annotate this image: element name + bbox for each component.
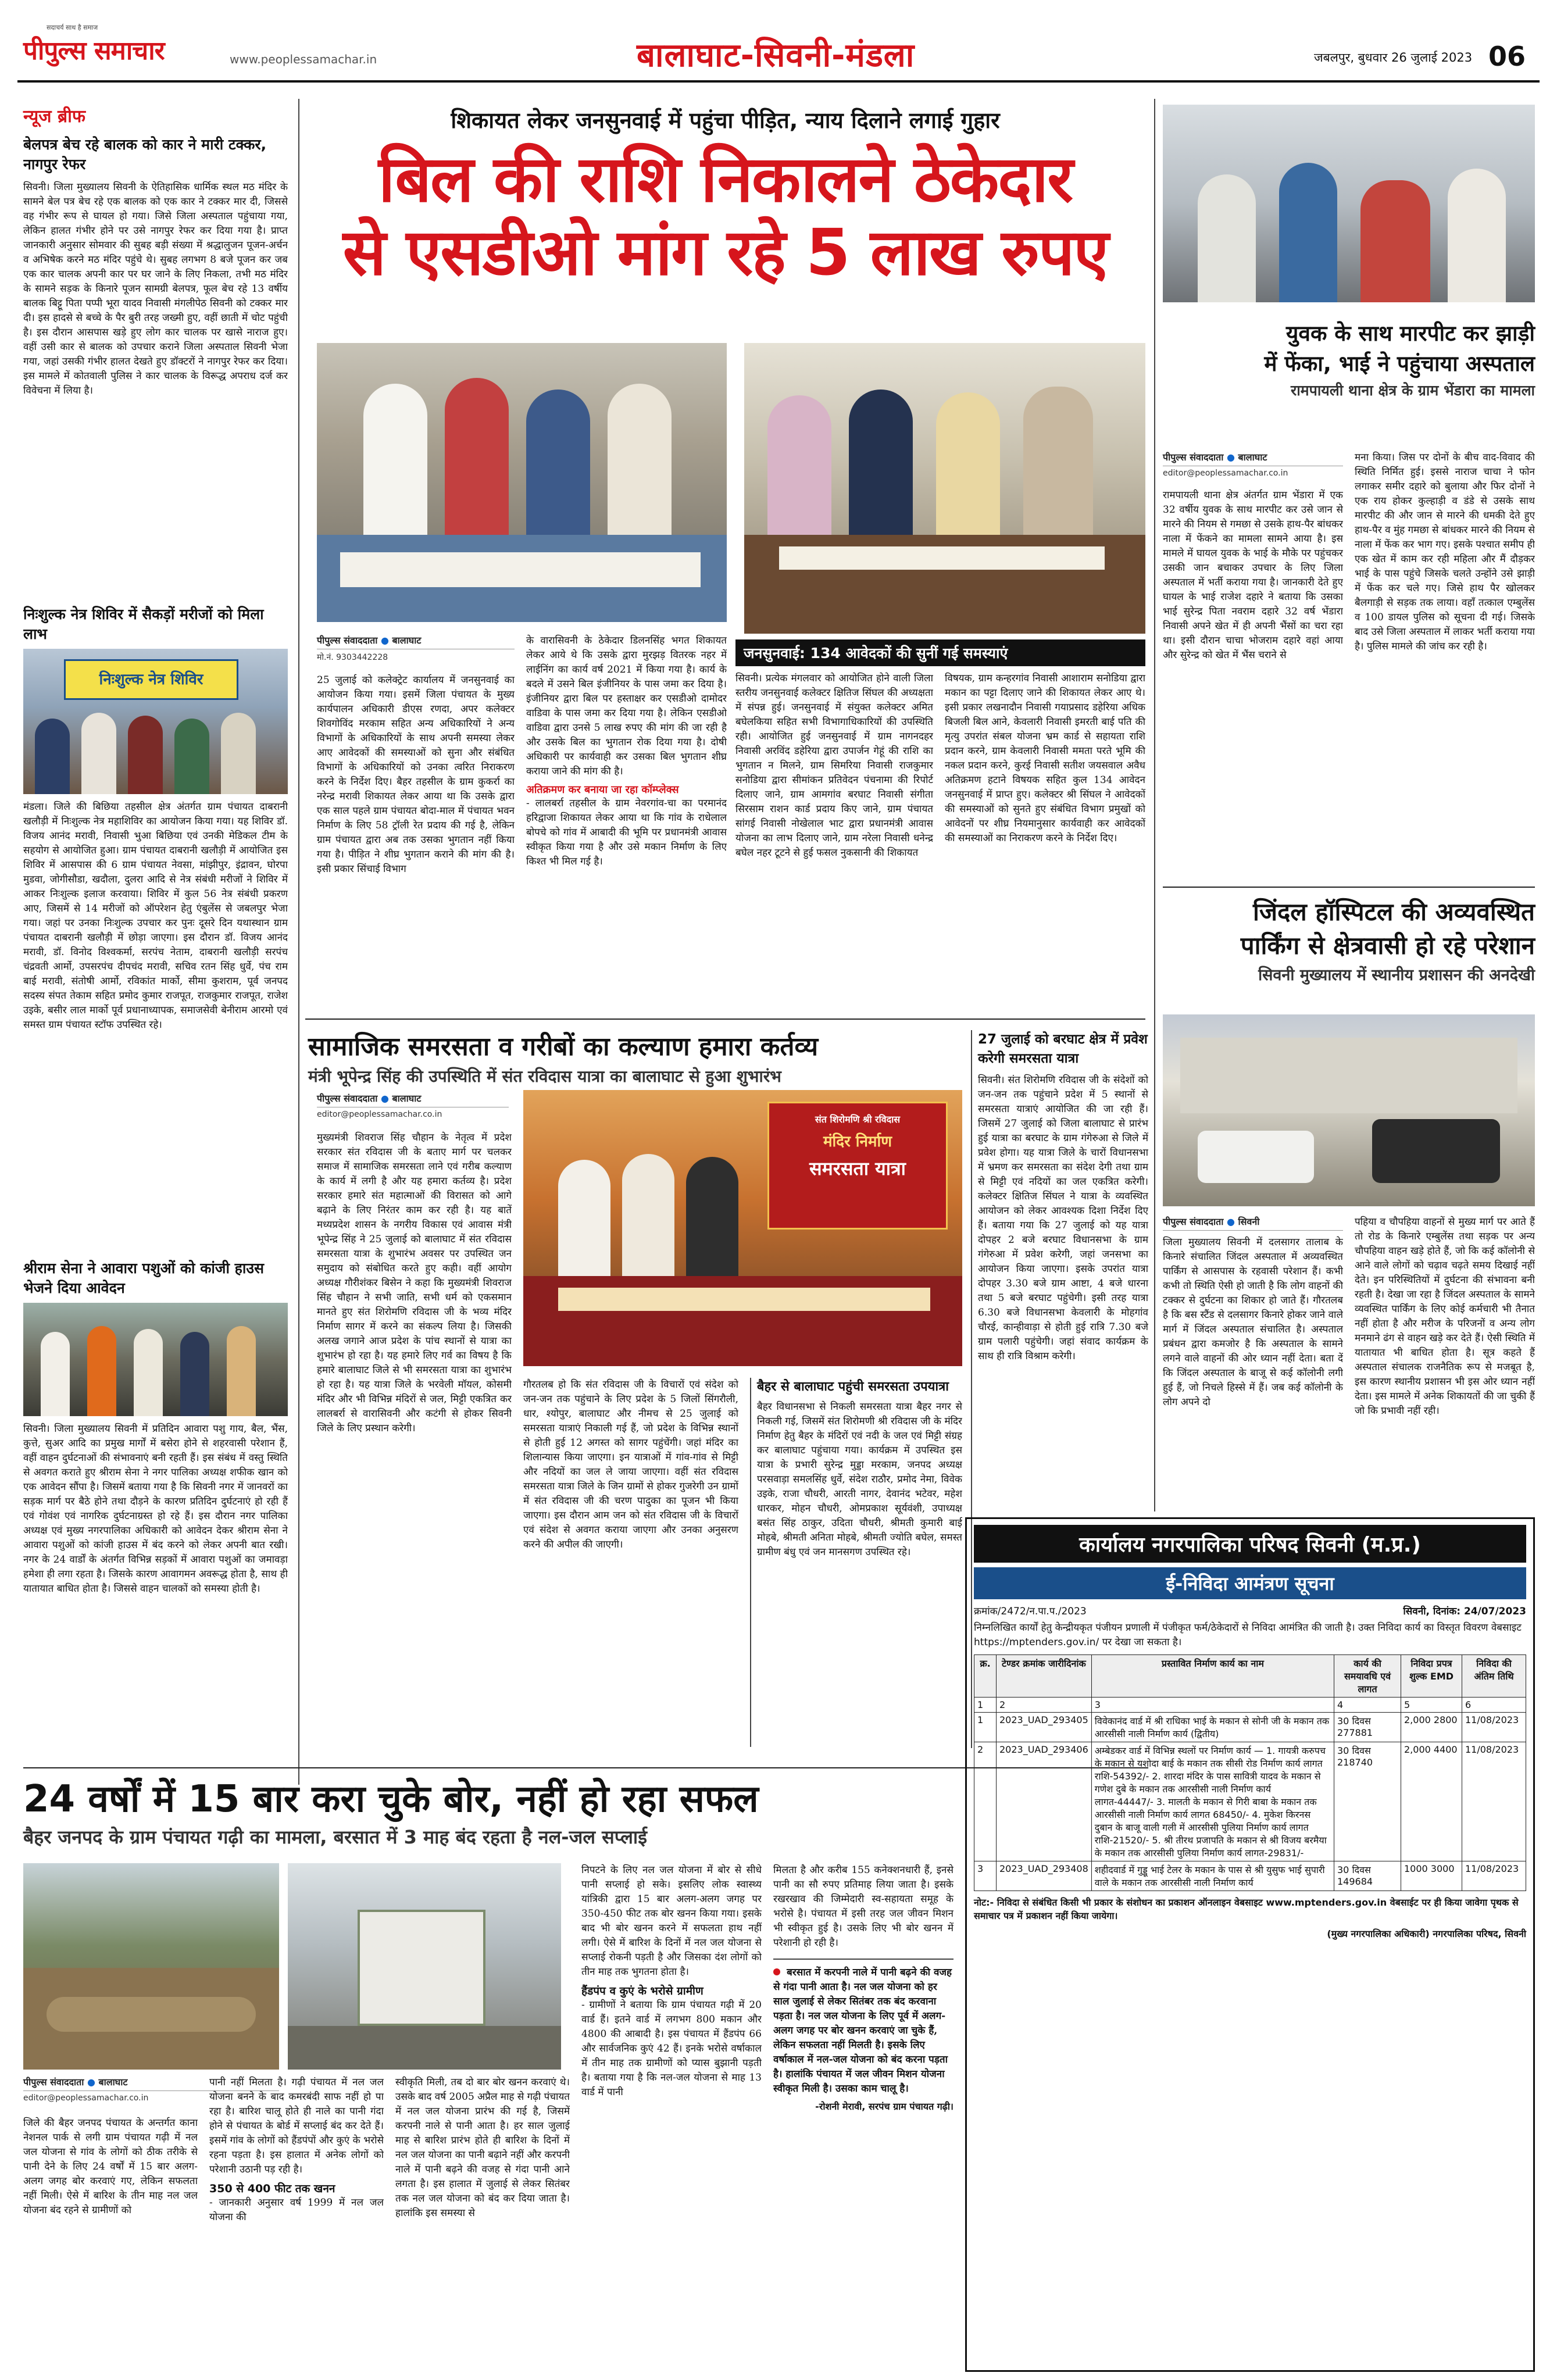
byline-place: बालाघाट (98, 2077, 128, 2088)
brief-item-body: सिवनी। जिला मुख्यालय सिवनी के ऐतिहासिक धार्मिक स्थल मठ मंदिर के सामने बेल पत्र बेच रहे एक बालक को एक कार ने टक्कर मार दी, जिससे वह गंभीर रूप से घायल हो गया। जिसे जिला अस्पताल पहुंचाया गया, लेकिन हालत गंभीर होने पर उसे नागपुर रेफर कर दिया गया है। प्राप्त जानकारी अनुसार सोमवार की सुबह बड़ी संख्या में श्रद्धालुजन पूजन-अर्चन व अभिषेक करने मठ मंदिर पहुंचे थे। सुबह लगभग 8 बजे पूजन कर जब एक कार चालक अपनी कार पर घर जाने के लिए निकला, तभी मठ मंदिर के सामने सड़क के किनारे पूजन सामग्री बेलपत्र, फूल बेच रहे 13 वर्षीय बालक बिट्टू पिता पप्पी भूरा यादव निवासी मंगलीपेठ सिवनी को टक्कर मार दी। इस हादसे से बच्चे के पैर बुरी तरह जख्मी हुए, वहीं छाती में चोट पहुंची है। इस दौरान आसपास खड़े हुए लोग कार चालक पर खासे नाराज हुए। वहीं उसी कार से बालक को उपचार कराने जिला अस्पताल सिवनी भेजा गया, जहां उसकी गंभीर हालत देखते हुए डॉक्टरों ने नागपुर रेफर कर दिया। इस मामले में कोतवाली पुलिस ने कार चालक के विरूद्ध अपराध दर्ज कर विवेचना में लिया है। (23, 181, 288, 396)
stage-banner: संत शिरोमणि श्री रविदास मंदिर निर्माण समरसता यात्रा (767, 1102, 948, 1230)
brief-item-3 (23, 1259, 288, 1793)
samrasta-subhead: मंत्री भूपेन्द्र सिंह की उपस्थिति में संत रविदास यात्रा का बालाघाट से हुआ शुभारंभ (308, 1067, 781, 1086)
samrasta-headline: सामाजिक समरसता व गरीबों का कल्याण हमारा कर्तव्य मंत्री भूपेन्द्र सिंह की उपस्थिति में संत रविदास यात्रा का बालाघाट से हुआ शुभारंभ (308, 1030, 962, 1089)
samrasta-col-1: मुख्यमंत्री शिवराज सिंह चौहान के नेतृत्व में प्रदेश सरकार संत रविदास जी के बताए मार्ग पर चलकर समाज में सामाजिक समरसता लाने एवं गरीब कल्याण के कार्य में लगी है और यह हमारा कर्तव्य है। प्रदेश सरकार हमारे संत महात्माओं की विरासत को आगे बढ़ाने के लिए निरंतर काम कर रही है। यह बातें मध्यप्रदेश शासन के नगरीय विकास एवं आवास मंत्री भूपेन्द्र सिंह ने 25 जुलाई को बालाघाट में संत रविदास समरसता यात्रा के शुभारंभ अवसर पर उपस्थित जन समुदाय को संबोधित करते हुए कही। वहीं आयोग अध्यक्ष गौरीशंकर बिसेन ने कहा कि मुख्यमंत्री शिवराज सिंह चौहान ने सभी जाति, सभी धर्म को एकसमान मानते हुए संत शिरोमणि रविदास जी के भव्य मंदिर निर्माण सागर में करने का संकल्प लिया है। जिसकी अलख जगाने आज प्रदेश के पांच स्थानों से यात्रा का शुभारंभ हो रहा है। यह हमारे लिए गर्व का विषय है कि हमारे बालाघाट जिले से भी समरसता यात्रा का शुभारंभ हो रहा है। यह यात्रा जिले के भरवेली मॉयल, कोसमी मंदिर और भी विभिन्न मंदिरों से जल, मिट्टी एकत्रित कर लालबर्रा से वारासिवनी और कटंगी से होकर सिवनी जिले के लिए प्रस्थान करेगी। (317, 1132, 512, 1434)
jansunwai-col-1: सिवनी। प्रत्येक मंगलवार को आयोजित होने वाली जिला स्तरीय जनसुनवाई कलेक्टर क्षितिज सिंघल की अध्यक्षता में संपन्न हुई। जनसुनवाई में संयुक्त कलेक्टर अमित बघेलकिया सहित सभी विभागाधिकारियों की उपस्थिति रही। आयोजित हुई जनसुनवाई में ग्राम नागनदहर निवासी अरविंद डहेरिया द्वारा उपार्जन गेहूं की राशि का भुगतान न मिलने, ग्राम सिमरिया निवासी राजकुमार सनोडिया द्वारा सीमांकन प्रतिवेदन पंचनामा की रिपोर्ट दिलाए जाने, ग्राम आमगांव बरघाट निवासी संगीता सिरसाम राशन कार्ड प्रदाय किए जाने, ग्राम पंचायत सांगई निवासी नोखेलाल भाट द्वारा प्रधानमंत्री आवास योजना का लाभ दिलाए जाने, ग्राम नरेला निवासी धनेन्द्र बघेल नहर टूटने से हुई फसल नुकसानी की शिकायत (735, 673, 933, 859)
tender-office: कार्यालय नगरपालिका परिषद सिवनी (म.प्र.) (974, 1525, 1526, 1563)
byline-place: बालाघाट (392, 635, 422, 646)
samrasta-col-2: गौरतलब हो कि संत रविदास जी के विचारों एवं संदेश को जन-जन तक पहुंचाने के लिए प्रदेश के 5 जिलों सिंगरौली, धार, श्योपुर, बालाघाट और नीमच से 25 जुलाई को समरसता यात्राएं निकाली गई हैं, जो प्रदेश के विभिन्न स्थानों से होती हुई 12 अगस्त को सागर पहुंचेंगी। जहां मंदिर का शिलान्यास किया जाएगा। इन यात्राओं में गांव-गांव से मिट्टी और नदियों का जल ले जाया जाएगा। वहीं संत रविदास समरसता यात्रा जिले के जिन ग्रामों से होकर गुजरेगी उन ग्रामों में संत रविदास जी की चरण पादुका का पूजन भी किया जाएगा। इस दौरान आम जन को संत रविदास जी के विचारों एवं संदेश से अवगत कराया जाएगा और उनका अनुसरण करने की अपील की जाएगी। (523, 1379, 738, 1550)
logo-tagline: सदाचर्य साथ है समाज (47, 24, 98, 31)
byline-place: बालाघाट (1238, 452, 1267, 463)
samrasta-box: बैहर से बालाघाट पहुंची समरसता उपयात्रा बैहर विधानसभा से निकली समरसता यात्रा बैहर नगर से निकली गई, जिसमें संत शिरोमणी श्री रविदास जी के मंदिर निर्माण हेतु बैहर के मंदिरों एवं नदी के जल एवं मिट्टी संग्रह कर बालाघाट पहुंचाया गया। कार्यक्रम में उपस्थित इस यात्रा के प्रभारी सुरेन्द्र मुड्डा मरकाम, जनपद अध्यक्ष परसवाड़ा समलसिंह धुर्वे, संदेश राठौर, प्रमोद नेमा, विवेक उइके, राजा चौधरी, आरती नागर, देवानंद भटेवर, महेश धारकर, मोहन चौधरी, ओमप्रकाश सूर्यवंशी, उपाध्यक्ष बसंत सिंह ठाकुर, उदिता चौधरी, श्रीमती कुमारी बाई मोहबे, श्रीमती अनिता मोहबे, श्रीमती ज्योति बघेल, समस्त ग्रामीण बंधु एवं जन मानसगण उपस्थित रहे। (750, 1378, 962, 1747)
byline-place: सिवनी (1238, 1216, 1260, 1227)
brief-item-headline: बेलपत्र बेच रहे बालक को कार ने मारी टक्कर, नागपुर रेफर (23, 136, 267, 173)
eye-camp-photo (23, 649, 288, 794)
sarpanch-quote (773, 1959, 954, 2113)
bore-col-5: मिलता है और करीब 155 कनेक्शनधारी हैं, इनसे पानी का सौ रुपए प्रतिमाह लिया जाता है। इसके रखरखाव की जिम्मेदारी स्व-सहायता समूह के भरोसे है। पंचायत में इसी तरह जल जीवन मिशन भी स्वीकृत हुई है। उसके लिए भी बोर खनन में परेशानी हो रही है। बरसात में करपनी नाले में पानी बढ़ने की वजह से गंदा पानी आता है। नल जल योजना को हर साल जुलाई से लेकर सितंबर तक बंद करवाना पड़ता है। नल जल योजना के लिए पूर्व में अलग-अलग जगह पर बोर खनन करवाएं जा चुके हैं, लेकिन सफलता नहीं मिलती है। इसके लिए वर्षाकाल में नल-जल योजना को बंद करना पड़ता है। हालांकि पंचायत में जल जीवन मिशन योजना स्वीकृत मिली है। उसका काम चालू है। -रोशनी मेरावी, सरपंच ग्राम पंचायत गढ़ी। (773, 1864, 954, 2112)
tender-intro: निम्नलिखित कार्यों हेतु केन्द्रीयकृत पंजीयन प्रणाली में पंजीकृत फर्म/ठेकेदारों से निविदा आमंत्रित की जाती है। उक्त निविदा कार्य का विस्तृत विवरण वेबसाइट https://mptenders.gov.in/ पर देखा जा सकता है। (974, 1622, 1522, 1648)
right-top-headline (1163, 319, 1535, 402)
byline-mobile: मो.नं. 9303442228 (317, 653, 388, 662)
page-number: 06 (1488, 41, 1526, 72)
bore-col-4: निपटने के लिए नल जल योजना में बोर से सीधे पानी सप्लाई हो सके। इसलिए लोक स्वास्थ्य यांत्रिकी द्वारा 15 बार अलग-अलग जगह पर 350-450 फीट तक बोर खनन किया गया। इसके बाद भी बोर खनन करने में सफलता हाथ नहीं लगी। ऐसे में बारिश के दिनों में नल जल योजना से सप्लाई रोकनी पड़ती है और जिसका दंश लोगों को तीन माह तक भुगतना होता है। हैंडपंप व कुएं के भरोसे ग्रामीण - ग्रामीणों ने बताया कि ग्राम पंचायत गढ़ी में 20 वार्ड हैं। इतने वार्ड में लगभग 800 मकान और 4800 की आबादी है। इस पंचायत में हैंडपंप 66 और सार्वजनिक कुएं 42 हैं। इनके भरोसे वर्षाकाल में तीन माह तक ग्रामीणों को प्यास बुझानी पड़ती है। बताया गया है कि नल-जल योजना से माह 13 वार्ड में पानी (581, 1864, 762, 2098)
jindal-headline-line-1: जिंदल हॉस्पिटल की अव्यवस्थित (1252, 898, 1535, 926)
eye-camp-banner: निःशुल्क नेत्र शिविर (64, 659, 238, 700)
lead-headline-line-2: से एसडीओ मांग रहे 5 लाख रुपए (342, 215, 1108, 290)
byline-name: पीपुल्स संवाददाता (23, 2077, 84, 2088)
tender-note: नोट:- निविदा से संबंधित किसी भी प्रकार के संशोधन का प्रकाशन ऑनलाइन वेबसाइट www.mptenders.gov.in वेबसाईट पर ही किया जावेगा पृथक से समाचार पत्र में प्रकाशन नहीं किया जायेगा। (974, 1897, 1519, 1921)
jindal-headline-line-2: पार्किंग से क्षेत्रवासी हो रहे परेशान (1240, 931, 1535, 960)
byline-email: editor@peoplessamachar.co.in (317, 1110, 442, 1119)
column-rule (298, 99, 299, 1785)
byline-place: बालाघाट (392, 1093, 422, 1104)
lead-col-1: 25 जुलाई को कलेक्ट्रेट कार्यालय में जनसुनवाई का आयोजन किया गया। इसमें जिला पंचायत के मुख्य कार्यपालन अधिकारी डीएस रणदा, अपर कलेक्टर शिवगोविंद मरकाम सहित अन्य अधिकारियों ने अन्य विभागों के अधिकारियों के साथ अपनी समस्या लेकर आए आवेदकों की समस्याओं को सुना और संबंधित विभागों के अधिकारियों को उनका त्वरित निराकरण करने के निर्देश दिए। बैहर तहसील के ग्राम कुकर्रा का नरेन्द्र मरावी शिकायत लेकर आया था कि उसके द्वारा एक साल पहले ग्राम पंचायत बोदा-माल में पंचायत भवन निर्माण के लिए 58 ट्रॉली रेत प्रदाय की गई है, लेकिन ग्राम पंचायत द्वारा अब तक उसका भुगतान नहीं किया गया है। पीड़ित ने शीघ्र भुगतान कराने की मांग की है। इसी प्रकार सिंचाई विभाग (317, 674, 515, 875)
tender-ref: क्रमांक/2472/न.पा.प./2023 (974, 1606, 1087, 1617)
right-top-col-1: रामपायली थाना क्षेत्र अंतर्गत ग्राम भेंडारा में एक 32 वर्षीय युवक के साथ मारपीट कर उसे जान से मारने की नियम से गमछा से उसके हाथ-पैर बांधकर नाला में फेंकने का मामला सामने आया है। इस मामले में घायल युवक के भाई के मौके पर पहुंचकर उसकी जान बचाकर उपचार के लिए जिला अस्पताल में भर्ती कराया गया है। जानकारी देते हुए घायल के भाई राजेश दहारे ने बताया कि उसका भाई सुरेन्द्र पिता नवराम दहारे 32 वर्ष भेंडारा निवासी अपने खेत में ही अपनी भैंसों का चरा रहा था। इसी दौरान चाचा भोजराम दहारे वहां आया और सुरेन्द्र को खेत में भैंस चराने से (1163, 489, 1343, 661)
tender-title: ई-निविदा आमंत्रण सूचना (974, 1567, 1526, 1599)
lead-subhead: अतिक्रमण कर बनाया जा रहा कॉम्प्लेक्स (526, 784, 679, 796)
quote-attribution: -रोशनी मेरावी, सरपंच ग्राम पंचायत गढ़ी। (815, 2101, 954, 2112)
tender-index-row: 1 2 3 4 5 6 (974, 1698, 1526, 1713)
byline-email: editor@peoplessamachar.co.in (1163, 469, 1288, 478)
right-top-col-2: मना किया। जिस पर दोनों के बीच वाद-विवाद की स्थिति निर्मित हुई। इससे नाराज चाचा ने फोन लगाकर समीर दहारे को बुलाया और फिर दोनों ने एक राय होकर कुल्हाड़ी व डंडे से उसके साथ मारपीट की और जान से मारने की धमकी देते हुए हाथ-पैर व मुंह गमछा से बांधकर मारने की नियम से नाला में फेंक कर भाग गए। इसके पश्चात समीप ही एक खेत में काम कर रही महिला और मैं दौड़कर भाई के पास पहुंचे जिसके चलते उन्होंने उसे झाड़ी में फेंक कर चले गए। जिसे हाथ पैर खोलकर बैलगाड़ी से सड़क तक लाया। वहाँ तत्काल एम्बुलेंस व 100 डायल पुलिस को सूचना दी गई। जिसके बाद उसे जिला अस्पताल में लाकर भर्ती कराया गया है। पुलिस मामले की जांच कर रही है। (1355, 452, 1535, 652)
table-row: 1 2023_UAD_293405 विवेकानंद वार्ड में श्री राधिका भाई के मकान से सोनी जी के मकान तक आरसीसी नाली निर्माण कार्य (द्वितीय) 30 दिवस 277881 2,000 2800 11/08/2023 (974, 1713, 1526, 1742)
column-rule (1154, 99, 1155, 1511)
masthead-website[interactable]: www.peoplessamachar.in (230, 52, 377, 66)
bore-col-1: जिले की बैहर जनपद पंचायत के अन्तर्गत काना नेशनल पार्क से लगी ग्राम पंचायत गढ़ी में नल जल योजना से गांव के लोगों को ठीक तरीके से पानी देने के लिए 24 वर्षों में 15 बार अलग-अलग जगह बोर करवाएं गए, लेकिन सफलता नहीं मिली। ऐसे में बारिश के तीन माह नल जल योजना बंद रहने से ग्रामीणों को (23, 2117, 198, 2216)
byline-name: पीपुल्स संवाददाता (1163, 452, 1224, 463)
samrasta-byline: पीपुल्स संवाददाता ● बालाघाट editor@peoplessamachar.co.in (317, 1092, 509, 1123)
issue-date: जबलपुर, बुधवार 26 जुलाई 2023 (1314, 51, 1473, 65)
bore-col-3: स्वीकृति मिली, तब दो बार बोर खनन करवाएं थे। उसके बाद वर्ष 2005 अप्रैल माह से गढ़ी पंचायत में नल जल योजना प्रारंभ की गई है, जिसमें करपनी नाले से पानी आता है। हर साल जुलाई माह से बारिश प्रारंभ होते ही बारिश के दिनों में नल जल योजना का पानी बढ़ाने नहीं और करपनी नाले में पानी बढ़ने की वजह से गंदा पानी आने लगता है। इस हालात में जुलाई से लेकर सितंबर तक नल जल योजना को बंद कर दिया जाता है। हालांकि इस समस्या से (395, 2077, 570, 2219)
tender-date: सिवनी, दिनांक: 24/07/2023 (1403, 1606, 1526, 1617)
lead-kicker: शिकायत लेकर जनसुनवाई में पहुंचा पीड़ित, न्याय दिलाने लगाई गुहार (451, 108, 1000, 133)
jansunwai-label: जनसुनवाई: 134 आवेदकों की सुनीं गई समस्याएं (735, 639, 1145, 666)
jansunwai-col-2: विषयक, ग्राम कन्हरगांव निवासी आशाराम सनोडिया द्वारा मकान का पट्टा दिलाए जाने की शिकायत लेकर आए थे। इसी प्रकार लखनादौन निवासी गयाप्रसाद डहेरिया अधिक बिजली बिल आने, केवलारी निवासी इमरती बाई पति की मृत्यु उपरांत संबल योजना भ्रम कार्ड से सहायता राशि प्रदान करने, ग्राम केवलारी निवासी ममता परते भूमि की नकल प्रदान करने, कुरई निवासी सतीश जयसवाल अवैध अतिक्रमण हटाने विषयक सहित कुल 134 आवेदन जनसुनवाई में प्राप्त हुए। कलेक्टर श्री सिंघल ने आवेदकों की समस्याओं को सुनते हुए संबंधित विभाग प्रमुखों को आवेदनों पर शीघ्र नियमानुसार कार्यवाही कर आवेदकों की समस्याओं का निराकरण करने के निर्देश दिए। (945, 673, 1145, 844)
masthead (0, 0, 1557, 81)
masthead-rule (17, 80, 1540, 83)
lead-headline-line-1: बिल की राशि निकालने ठेकेदार (378, 142, 1073, 216)
jindal-headline (1163, 895, 1535, 988)
tender-signature: (मुख्य नगरपालिका अधिकारी) नगरपालिका परिषद, सिवनी (1327, 1928, 1526, 1939)
jindal-col-1: जिला मुख्यालय सिवनी में दलसागर तालाब के किनारे संचालित जिंदल अस्पताल में अव्यवस्थित पार्किंग से आसपास के रहवासी परेशान हैं। कभी कभी तो स्थिति ऐसी हो जाती है कि लोग वाहनों की टक्कर से दुर्घटना का शिकार हो जाते हैं। गौरतलब है कि बस स्टैंड से दलसागर किनारे होकर जाने वाले मार्ग में जिंदल अस्पताल संचालित है। अस्पताल प्रबंधन द्वारा कमजोर है कि अस्पताल के सामने लगने वाले वाहनों की ओर ध्यान नहीं देता। बता दें कि जिंदल अस्पताल के बाजू से कई कॉलोनी लगी हुई हैं, जो निचले हिस्से में हैं। जब कई कॉलोनी के लोग अपने दो (1163, 1237, 1343, 1408)
logo-text: पीपुल्स समाचार (23, 36, 165, 66)
table-row: 3 2023_UAD_293408 शहीदवार्ड में गुड्डू भाई टेलर के मकान के पास से श्री युसुफ भाई सुपारी वाले के मकान तक आरसीसी नाली निर्माण कार्य 30 दिवस 149684 1000 3000 11/08/2023 (974, 1861, 1526, 1891)
right-top-headline-line-2: में फेंका, भाई ने पहुंचाया अस्पताल (1264, 351, 1535, 376)
bore-photo-1 (23, 1863, 279, 2070)
brief-item-2 (23, 605, 288, 1279)
bore-byline: पीपुल्स संवाददाता ● बालाघाट editor@peoplessamachar.co.in (23, 2075, 279, 2106)
byline-name: पीपुल्स संवाददाता (317, 635, 378, 646)
tender-notice (965, 1517, 1535, 2372)
lead-byline: पीपुल्स संवाददाता ● बालाघाट मो.नं. 9303442228 (317, 634, 515, 666)
samrasta-stage-photo (523, 1090, 962, 1366)
bore-col-2: पानी नहीं मिलता है। गढ़ी पंचायत में नल जल योजना बनने के बाद कमरबंदी साफ नहीं हो पा रहा है। बारिश चालू होते ही नाले का पानी गंदा होने से पंचायत के बोर्ड में सप्लाई बंद कर देते हैं। इसमें गांव के लोगों को हैंडपंपों और कुएं के भरोसे रहना पड़ता है। इस हालात में अनेक लोगों को परेशानी उठानी पड़ रही है। 350 से 400 फीट तक खनन - जानकारी अनुसार वर्ष 1999 में नल जल योजना की (209, 2077, 384, 2223)
jindal-subhead: सिवनी मुख्यालय में स्थानीय प्रशासन की अनदेखी (1258, 966, 1535, 984)
news-brief-label: न्यूज ब्रीफ (23, 106, 85, 127)
brief-item-headline: निःशुल्क नेत्र शिविर में सैकड़ों मरीजों को मिला लाभ (23, 606, 264, 642)
yatra-headline: 27 जुलाई को बरघाट क्षेत्र में प्रवेश करेगी समरसता यात्रा (978, 1032, 1148, 1066)
masthead-logo (23, 23, 250, 76)
shriram-sena-photo (23, 1303, 288, 1416)
right-top-headline-line-1: युवक के साथ मारपीट कर झाड़ी (1285, 321, 1535, 346)
edition-title: बालाघाट-सिवनी-मंडला (637, 37, 915, 74)
hospital-photo (1163, 105, 1535, 302)
brief-item-body: सिवनी। जिला मुख्यालय सिवनी में प्रतिदिन आवारा पशु गाय, बैल, भैंस, कुत्ते, सुअर आदि का प्रमुख मार्गों में बसेरा होने से शहरवासी परेशान हैं, वहीं वाहन दुर्घटनाओं की संभावनाएं बनी रहती हैं। इस संबंध में वस्तु स्थिति से अवगत कराते हुए श्रीराम सेना ने नगर पालिका अध्यक्ष शफीक खान को एक आवेदन सौंपा है। जिसमें बताया गया है कि सिवनी नगर में जानवरों का सड़क मार्ग पर बैठे होने तथा दौड़ने के कारण प्रतिदिन दुर्घटनाएं हो रही हैं एवं गोवंश एवं नागरिक दुर्घटनाग्रस्त हो रहे हैं। इस दौरान नगर पालिका अध्यक्ष एवं मुख्य नगरपालिका अधिकारी को आवेदन देकर श्रीराम सेना ने आवारा पशुओं को कांजी हाउस में बंद करने को लेकर अपनी बात रखी। नगर के 24 वार्डों के अंतर्गत विभिन्न सड़कों में आवारा पशुओं का जमावड़ा हमेशा ही लगा रहता है। जिसके कारण आवागमन अवरूद्ध होता है, साथ ही यातायात बाधित होता है। जिससे वाहन चालकों को समस्या होती है। (23, 1423, 288, 1595)
section-rule (305, 1019, 1145, 1020)
byline-email: editor@peoplessamachar.co.in (23, 2093, 149, 2103)
quote-bullet-icon (773, 1968, 780, 1975)
right-top-byline: पीपुल्स संवाददाता ● बालाघाट editor@peoplessamachar.co.in (1163, 451, 1343, 481)
byline-name: पीपुल्स संवाददाता (317, 1093, 378, 1104)
lead-col-2: के वारासिवनी के ठेकेदार डिलनसिंह भगत शिकायत लेकर आये थे कि उसके द्वारा मुरझड़ वितरक नहर में लाईनिंग का कार्य वर्ष 2021 में किया गया है। कार्य के बदले में उसने बिल इंजीनियर के पास जमा कर दिया है। इंजीनियर द्वारा बिल पर हस्ताक्षर कर एसडीओ दामोदर वाडिवा के पास जमा कर दिया गया है। लेकिन एसडीओ वाडिवा द्वारा उनसे 5 लाख रुपए की मांग की जा रही है और उसके बिल का भुगतान रोक दिया गया है। दोषी अधिकारी पर कार्यवाही कर उसका बिल भुगतान शीघ्र कराया जाने की मांग की है। अतिक्रमण कर बनाया जा रहा कॉम्प्लेक्स - लालबर्रा तहसील के ग्राम नेवरगांव-चा का परमानंद हरिद्वाजा शिकायत लेकर आया था कि गांव के राधेलाल बोपचे को गांव में आबादी की भूमि पर प्रधानमंत्री आवास स्वीकृत किया गया है और उसे मकान निर्माण के लिए किश्त भी मिल गई है। (526, 635, 727, 867)
right-top-subhead: रामपायली थाना क्षेत्र के ग्राम भेंडारा का मामला (1290, 382, 1535, 399)
jindal-byline: पीपुल्स संवाददाता ● सिवनी (1163, 1215, 1343, 1233)
jindal-col-2: पहिया व चौपहिया वाहनों से मुख्य मार्ग पर आते हैं तो रोड के किनारे एम्बुलेंस तथा सड़क पर अन्य चौपहिया वाहन खड़े होते हैं, जो कि कई कॉलोनी से आने वाले लोगों को चढ़ाव चढ़ते समय दिखाई नहीं देते। इन परिस्थितियों में दुर्घटना की संभावना बनी रहती है। देखा जा रहा है जिंदल अस्पताल के सामने व्यवस्थित पार्किंग के लिए कोई कर्मचारी भी तैनात नहीं होता है और मरीज के परिजनों व अन्य लोग मनमाने ढंग से वाहन खड़े कर देते हैं। ऐसी स्थिति में यातायात भी बाधित होता है। सूत्र कहते हैं अस्पताल संचालक राजनैतिक रूप से मजबूत है, इस कारण स्थानीय प्रशासन भी इस ओर ध्यान नहीं देता। इस मामले में अनेक शिकायतों की जा चुकी हैं जो कि प्रभावी नहीं रही। (1355, 1216, 1535, 1417)
lead-photo-complaint (317, 343, 727, 622)
table-row: 2 2023_UAD_293406 अम्बेडकर वार्ड में विभिन्न स्थलों पर निर्माण कार्य — 1. गायत्री करुपच के मकान से यशोदा बाई के मकान तक सीसी रोड निर्माण कार्य लागत राशि-54392/- 2. शारदा मंदिर के पास सावित्री यादव के मकान से गणेश दुबे के मकान तक आरसीसी नाली निर्माण कार्य लागत-44447/- 3. मालती के मकान से गिरी बाबा के मकान तक आरसीसी नाली निर्माण कार्य लागत 68450/- 4. मुकेश किरनस दुबान के बाजू वाली गली में आरसीसी पुलिया निर्माण कार्य लागत राशि-21520/- 5. श्री तीरथ प्रजापति के मकान से श्री विजय बरमैया के मकान तक आरसीसी पुलिया निर्माण कार्य लागत-29831/- 30 दिवस 218740 2,000 4400 11/08/2023 (974, 1742, 1526, 1861)
yatra-story: 27 जुलाई को बरघाट क्षेत्र में प्रवेश करेगी समरसता यात्रा सिवनी। संत शिरोमणि रविदास जी के संदेशों को जन-जन तक पहुंचाने प्रदेश में 5 स्थानों से समरसता यात्राएं आयोजित की जा रही हैं। जिसमें 27 जुलाई को जिला बालाघाट से प्रारंभ हुई यात्रा का बरघाट के ग्राम गंगेरुआ से जिले में प्रवेश होगा। यह यात्रा जिले के चारों विधानसभा में भ्रमण कर समरसता का संदेश देगी तथा ग्राम से मिट्टी एवं नदियों का जल एकत्रित करेगी। कलेक्टर क्षितिज सिंघल ने यात्रा के व्यवस्थित आयोजन को लेकर आवश्यक दिशा निर्देश दिए हैं। बताया गया कि 27 जुलाई को यह यात्रा दोपहर 2 बजे बरघाट विधानसभा के ग्राम गंगेरुआ में प्रवेश करेगी, जहां जनसभा का आयोजन किया जाएगा। इसके उपरांत यात्रा दोपहर 3.30 बजे ग्राम आष्टा, 4 बजे धारना तथा 5 बजे बरघाट पहुंचेगी। इसी तरह यात्रा 6.30 बजे विधानसभा केवलारी के मोहगांव चौरई, कान्हीवाड़ा से होती हुई रात्रि 7.30 बजे ग्राम पलारी पहुंचेगी। जहां संवाद कार्यक्रम के साथ ही रात्रि विश्राम करेगी। (971, 1030, 1148, 1748)
quote-text: बरसात में करपनी नाले में पानी बढ़ने की वजह से गंदा पानी आता है। नल जल योजना को हर साल जुलाई से लेकर सितंबर तक बंद करवाना पड़ता है। नल जल योजना के लिए पूर्व में अलग-अलग जगह पर बोर खनन करवाएं जा चुके हैं, लेकिन सफलता नहीं मिलती है। इसके लिए वर्षाकाल में नल-जल योजना को बंद करना पड़ता है। हालांकि पंचायत में जल जीवन मिशन योजना स्वीकृत मिली है। उसका काम चालू है। (773, 1967, 952, 2095)
jindal-parking-photo (1163, 1014, 1535, 1206)
brief-item-body: मंडला। जिले की बिछिया तहसील क्षेत्र अंतर्गत ग्राम पंचायत दाबरानी खलौड़ी में निःशुल्क नेत्र महाशिविर का आयोजन किया गया। यह शिविर डॉ. विजय आनंद मरावी, निवासी भुआ बिछिया एवं उनकी मेडिकल टीम के सहयोग से आयोजित हुआ। ग्राम पंचायत दाबरानी खलौड़ी में आयोजित इस शिविर में आसपास की 6 ग्राम पंचायत नेवसा, मांझीपुर, इंद्रावन, घोरपा मुडवा, जोगीसौडा, खदौला, दुलरा आदि से नेत्र संबंधी मरीजों ने शिविर में आकर निःशुल्क इलाज करवाया। शिविर में कुल 56 नेत्र संबंधी प्रकरण आए, जिसमें से 14 मरीजों को ऑपरेशन हेतु एंबुलेंस से जबलपुर भेजा गया। जहां पर उनका निःशुल्क उपचार कर पुनः दूसरे दिन यथास्थान ग्राम पंचायत दाबरानी खलौड़ी में छोड़ा जाएगा। इस दौरान डॉ. विजय आनंद मरावी, डॉ. विनोद विश्वकर्मा, सरपंच नेताम, दाबरानी खलौड़ी सरपंच चंद्रवती आर्मो, उपसरपंच दीपचंद मरावी, सचिव रतन सिंह धुर्वे, पंच राम बाई मरावी, संतोषी आर्मो, रविकांत मार्को, सीमा कुशराम, पूर्व जनपद सदस्य संपत तेकाम सहित प्रमोद कुमार राजपूत, राजकुमार राजपूत, राजेश उइके, बसीर लाल मार्को पूर्व प्रधानाध्यापक, समाजसेवी बेनीराम आरमो एवं समस्त ग्राम पंचायत स्टॉफ उपस्थित रहे। (23, 801, 288, 1031)
bore-subhead-3: हैंडपंप व कुएं के भरोसे ग्रामीण (581, 1985, 703, 1997)
byline-name: पीपुल्स संवाददाता (1163, 1216, 1224, 1227)
lead-headline (305, 142, 1145, 289)
tender-header-row: क्र. टेण्डर क्रमांक जारीदिनांक प्रस्तावित निर्माण कार्य का नाम कार्य की समयावधि एवं लागत निविदा प्रपत्र शुल्क EMD निविदा की अंतिम तिथि (974, 1655, 1526, 1698)
brief-item-headline: श्रीराम सेना ने आवारा पशुओं को कांजी हाउस भेजने दिया आवेदन (23, 1260, 264, 1296)
bore-subhead-2: 350 से 400 फीट तक खनन (209, 2182, 335, 2195)
jansunwai-photo (744, 343, 1145, 634)
tender-table (974, 1654, 1526, 1891)
section-rule (1163, 887, 1535, 888)
bore-photo-2 (288, 1863, 561, 2070)
bore-subhead: बैहर जनपद के ग्राम पंचायत गढ़ी का मामला, बरसात में 3 माह बंद रहता है नल-जल सप्लाई (23, 1826, 647, 1848)
bore-headline: 24 वर्षों में 15 बार करा चुके बोर, नहीं हो रहा सफल बैहर जनपद के ग्राम पंचायत गढ़ी का मामला, बरसात में 3 माह बंद रहता है नल-जल सप्लाई (23, 1776, 1148, 1852)
samrasta-box-headline: बैहर से बालाघाट पहुंची समरसता उपयात्रा (757, 1380, 949, 1394)
